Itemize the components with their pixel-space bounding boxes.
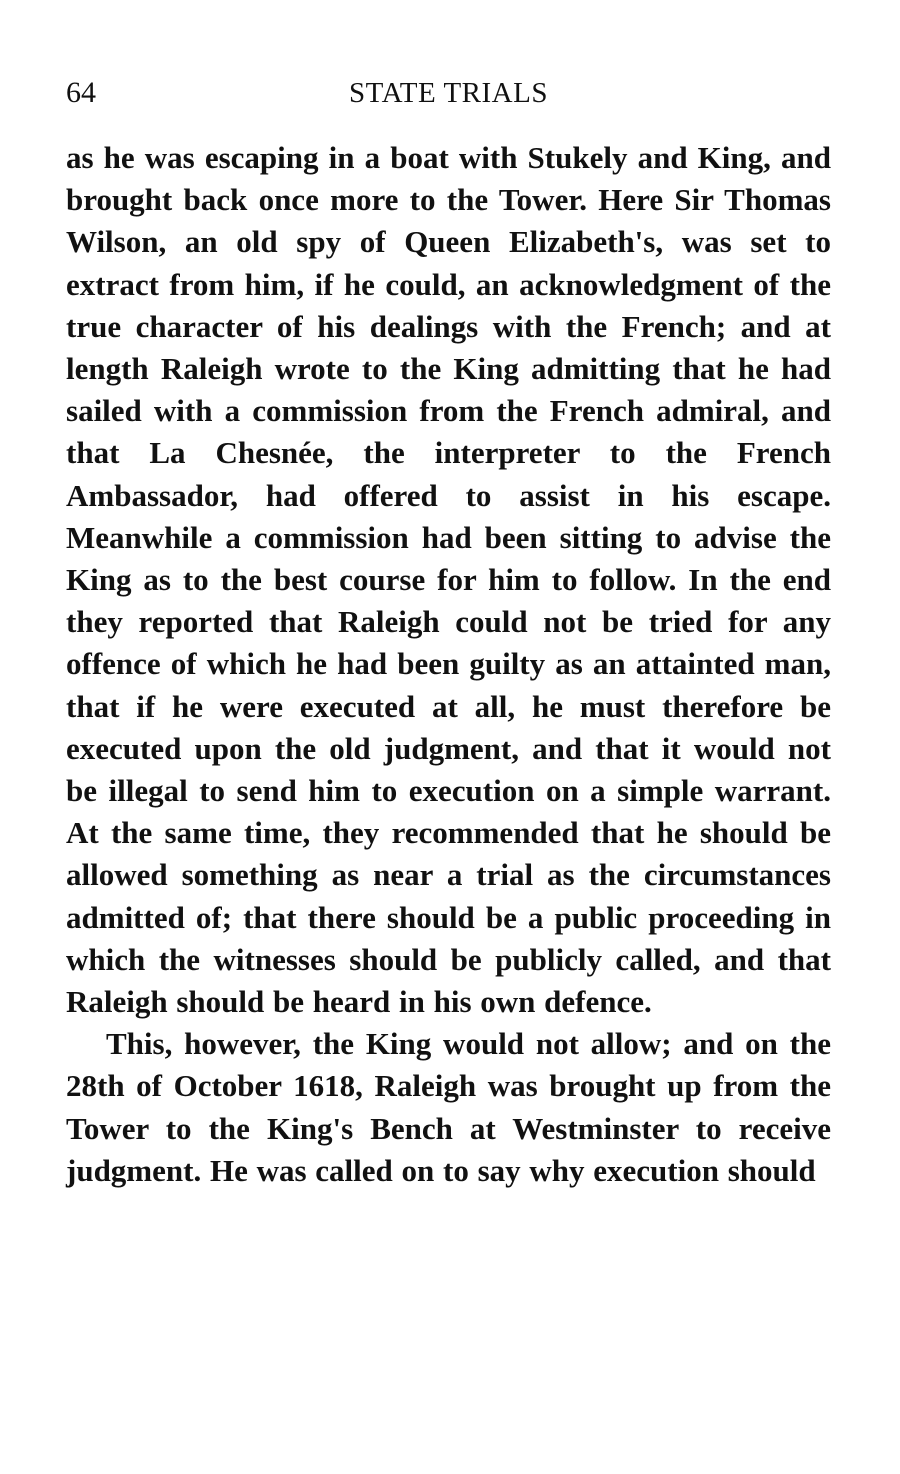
running-head [66,70,831,116]
page-number: 64 [66,76,96,109]
body-text [66,137,831,1192]
paragraph: This, however, the King would not allow; and on the 28th of October 1618, Raleigh was brought up from the Tower to the King's Bench at Westminster to receive judgment. He was called on to say why execution should [66,1026,831,1188]
running-title: STATE TRIALS [349,77,548,109]
paragraph-continued: as he was escaping in a boat with Stukely and King, and brought back once more to the Tower. Here Sir Thomas Wilson, an old spy of Queen Elizabeth's, was set to extract from him, if he could, an acknowledgment of the true character of his dealings with the French; and at length Raleigh wrote to the King admitting that he had sailed with a commission from the French admiral, and that La Chesnée, the interpreter to the French Ambassador, had offered to assist in his escape. Meanwhile a commission had been sitting to advise the King as to the best course for him to follow. In the end they reported that Raleigh could not be tried for any offence of which he had been guilty as an attainted man, that if he were executed at all, he must therefore be executed upon the old judgment, and that it would not be illegal to send him to execution on a simple warrant. At the same time, they recommended that he should be allowed something as near a trial as the circumstances admitted of; that there should be a public proceeding in which the witnesses should be publicly called, and that Raleigh should be heard in his own defence. [66,140,831,1020]
book-page [66,70,831,1192]
